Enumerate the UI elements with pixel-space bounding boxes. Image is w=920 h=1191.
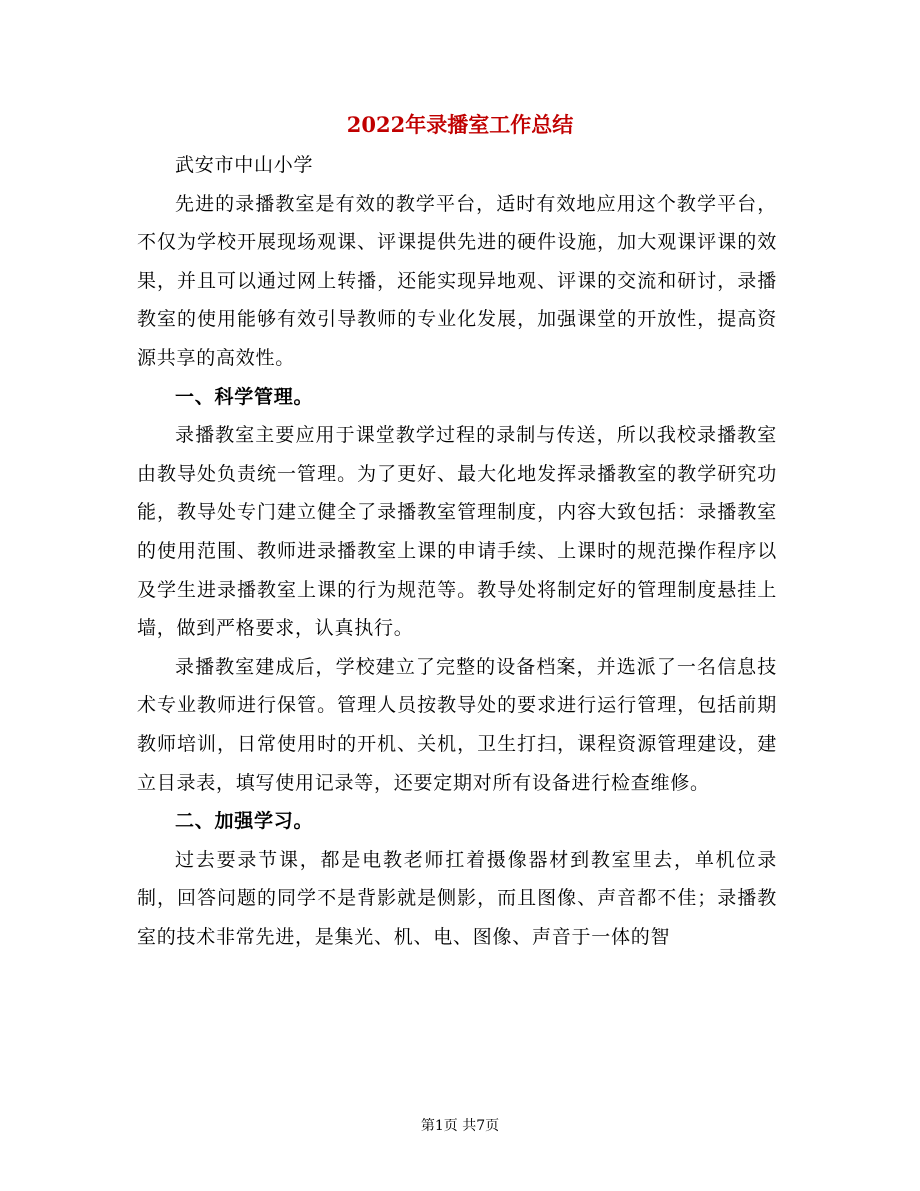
author-line: 武安市中山小学 xyxy=(175,154,314,176)
paragraph-intro: 先进的录播教室是有效的教学平台，适时有效地应用这个教学平台，不仅为学校开展现场观课、评课提供先进的硬件设施，加大观课评课的效果，并且可以通过网上转播，还能实现异地观、评课的交流和研讨，录播教室的使用能够有效引导教师的专业化发展，加强课堂的开放性，提高资源共享的高效性。 xyxy=(137,192,777,369)
section-heading-learning: 二、加强学习。 xyxy=(175,810,314,833)
document-body xyxy=(137,146,777,956)
document-title: 2022年录播室工作总结 xyxy=(346,112,574,137)
paragraph-management-1: 录播教室主要应用于课堂教学过程的录制与传送，所以我校录播教室由教导处负责统一管理。为了更好、最大化地发挥录播教室的教学研究功能，教导处专门建立健全了录播教室管理制度，内容大致包括：录播教室的使用范围、教师进录播教室上课的申请手续、上课时的规范操作程序以及学生进录播教室上课的行为规范等。教导处将制定好的管理制度悬挂上墙，做到严格要求，认真执行。 xyxy=(137,424,777,640)
paragraph-learning-1: 过去要录节课，都是电教老师扛着摄像器材到教室里去，单机位录制，回答问题的同学不是背影就是侧影，而且图像、声音都不佳；录播教室的技术非常先进，是集光、机、电、图像、声音于一体的智 xyxy=(137,848,777,948)
page-footer: 第1页 共7页 xyxy=(420,1118,500,1134)
section-heading-management: 一、科学管理。 xyxy=(175,385,314,408)
paragraph-management-2: 录播教室建成后，学校建立了完整的设备档案，并选派了一名信息技术专业教师进行保管。管理人员按教导处的要求进行运行管理，包括前期教师培训，日常使用时的开机、关机，卫生打扫，课程资源管理建设，建立目录表，填写使用记录等，还要定期对所有设备进行检查维修。 xyxy=(137,655,777,794)
